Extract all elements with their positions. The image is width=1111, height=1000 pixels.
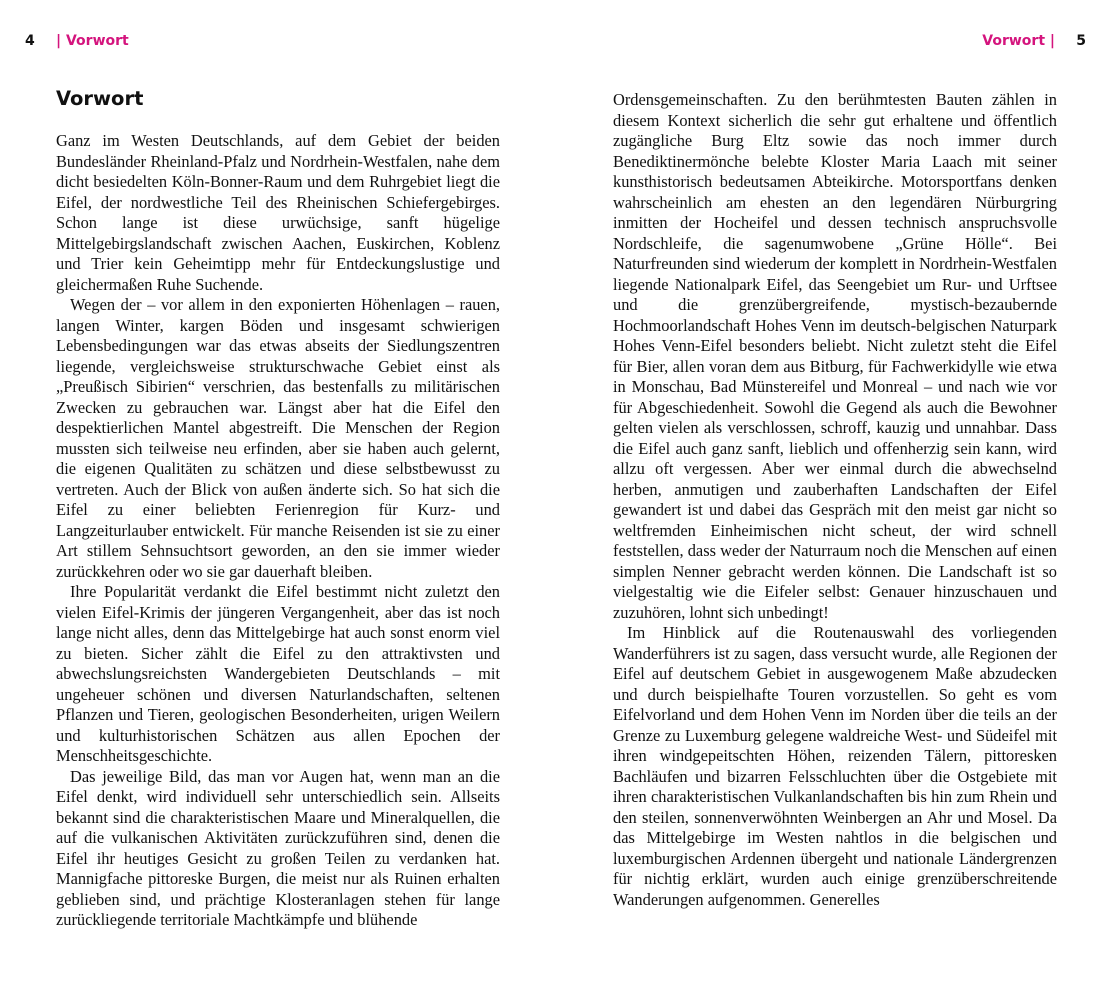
left-body-text [56,131,500,931]
left-page [0,0,555,1000]
right-running-header: Vorwort | [982,33,1055,49]
chapter-title: Vorwort [56,87,144,110]
right-body-text [613,90,1057,910]
paragraph: Das jeweilige Bild, das man vor Augen hat, wenn man an die Eifel denkt, wird individuell sehr unterschiedlich sein. Allseits bekannt sind die charakteristischen Maare und Mineralquellen, die auf die vulkanischen Aktivitäten zurückzuführen sind, denen die Eifel ihr heutiges Gesicht zu großen Teilen zu verdanken hat. Mannigfache pittoreske Burgen, die meist nur als Ruinen erhalten geblieben sind, und prächtige Klosteranlagen stehen für lange zurückliegende territoriale Machtkämpfe und blühende [56,766,500,929]
right-page-number: 5 [1076,33,1086,49]
paragraph: Ordensgemeinschaften. Zu den berühmtesten Bauten zählen in diesem Kontext sicherlich die sehr gut erhaltene und öffentlich zugängliche Burg Eltz sowie das noch immer durch Benediktinermönche belebte Kloster Maria Laach mit seiner kunsthistorisch bedeutsamen Abteikirche. Motorsportfans denken wahrscheinlich am ehesten an den legendären Nürburgring inmitten der Hocheifel und dessen technisch anspruchsvolle Nordschleife, die sagenumwobene „Grüne Hölle“. Bei Naturfreunden sind wiederum der komplett in Nordrhein-Westfalen liegende Nationalpark Eifel, das Seengebiet um Rur- und Urftsee und die grenzübergreifende, mystisch-bezaubernde Hochmoorlandschaft Hohes Venn im deutsch-belgischen Naturpark Hohes Venn-Eifel besonders beliebt. Nicht zuletzt steht die Eifel für Bier, allen voran dem aus Bitburg, für Fachwerkidylle wie etwa in Monschau, Bad Münstereifel und Monreal – und nach wie vor für Abgeschiedenheit. Sowohl die Gegend als auch die Bewohner gelten vielen als verschlossen, schroff, kauzig und unnahbar. Dass die Eifel auch ganz sanft, lieblich und offenherzig sein kann, wird allzu oft vergessen. Aber wer einmal durch die abwechselnd herben, anmutigen und zauberhaften Landschaften der Eifel gewandert ist und dabei das Gespräch mit den meist gar nicht so weltfremden Einheimischen nicht scheut, der wird schnell feststellen, dass weder der Naturraum noch die Menschen auf einen simplen Nenner gebracht werden können. Die Landschaft ist so vielgestaltig wie die Eifeler selbst: Genauer hinzuschauen und zuzuhören, lohnt sich unbedingt! [613,90,1057,622]
right-page [556,0,1111,1000]
paragraph: Im Hinblick auf die Routenauswahl des vorliegenden Wanderführers ist zu sagen, dass versucht wurde, alle Regionen der Eifel auf deutschem Gebiet in ausgewogenem Maße abzudecken und durch beispielhafte Touren vorzustellen. So geht es vom Eifelvorland und dem Hohen Venn im Norden über die teils an der Grenze zu Luxemburg gelegene waldreiche West- und Südeifel mit ihren windgepeitschten Höhen, reizenden Tälern, pittoresken Bachläufen und bizarren Felsschluchten über die Ostgebiete mit ihren charakteristischen Vulkanlandschaften bis hin zum Rhein und den steilen, sonnenverwöhnten Weinbergen an Ahr und Mosel. Da das Mittelgebirge im Westen nahtlos in die belgischen und luxemburgischen Ardennen übergeht und nationale Ländergrenzen für nichtig erklärt, wurden auch einige grenzüberschreitende Wanderungen aufgenommen. Generelles [613,623,1057,909]
paragraph: Ganz im Westen Deutschlands, auf dem Gebiet der beiden Bundesländer Rheinland-Pfalz und Nordrhein-Westfalen, nahe dem dicht besiedelten Köln-Bonner-Raum und dem Ruhrgebiet liegt die Eifel, der nordwestliche Teil des Rheinischen Schiefergebirges. Schon lange ist diese urwüchsige, sanft hügelige Mittelgebirgslandschaft zwischen Aachen, Euskirchen, Koblenz und Trier kein Geheimtipp mehr für Entdeckungslustige und gleichermaßen Ruhe Suchende. [56,131,500,294]
paragraph: Ihre Popularität verdankt die Eifel bestimmt nicht zuletzt den vielen Eifel-Krimis der jüngeren Vergangenheit, aber das ist noch lange nicht alles, denn das Mittelgebirge hat auch sonst enorm viel zu bieten. Sicher zählt die Eifel zu den attraktivsten und abwechslungsreichsten Wandergebieten Deutschlands – mit ungeheuer schönen und diversen Naturlandschaften, seltenen Pflanzen und Tieren, geologischen Besonderheiten, urigen Weilern und kulturhistorischen Schätzen aus allen Epochen der Menschheitsgeschichte. [56,582,500,765]
paragraph: Wegen der – vor allem in den exponierten Höhenlagen – rauen, langen Winter, kargen Böden und insgesamt schwierigen Lebensbedingungen war das etwas abseits der Siedlungszentren liegende, vergleichsweise strukturschwache Gebiet einst als „Preußisch Sibirien“ verschrien, das bestenfalls zu militärischen Zwecken zu gebrauchen war. Längst aber hat die Eifel den despektierlichen Mantel abgestreift. Die Menschen der Region mussten sich teilweise neu erfinden, aber sie haben auch gelernt, die eigenen Qualitäten zu schätzen und diese selbstbewusst zu vertreten. Auch der Blick von außen änderte sich. So hat sich die Eifel zu einer beliebten Ferienregion für Kurz- und Langzeiturlauber entwickelt. Für manche Reisenden ist sie zu einer Art stillem Sehnsuchtsort geworden, an den sie immer wieder zurückkehren oder wo sie gar dauerhaft bleiben. [56,295,500,581]
left-running-header: | Vorwort [56,33,129,49]
left-page-number: 4 [25,33,35,49]
